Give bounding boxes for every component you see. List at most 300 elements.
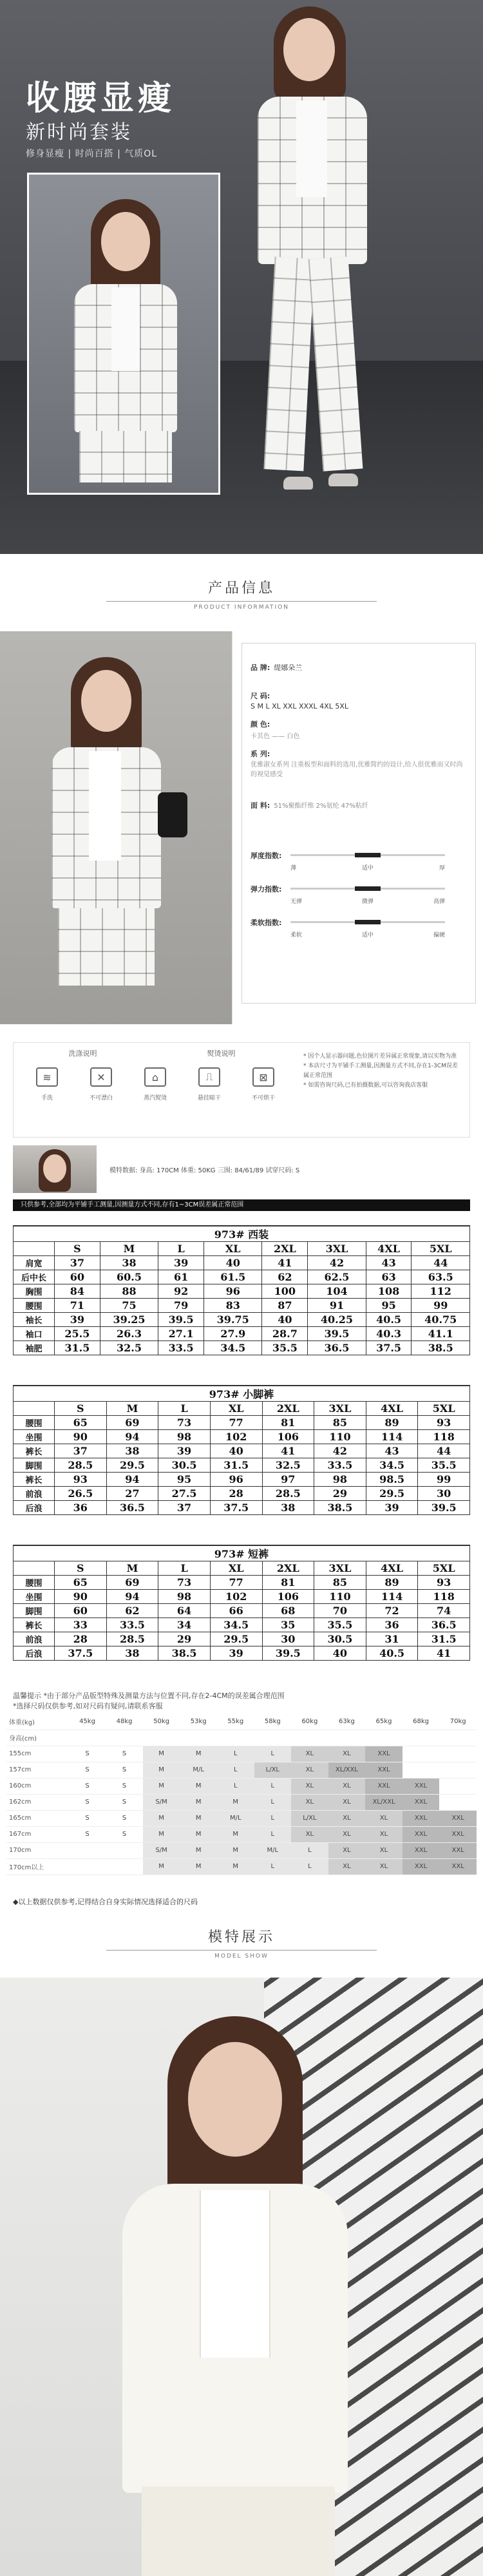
measurement-label: 肩宽	[14, 1256, 55, 1270]
size-suggestion-cell: M	[143, 1810, 180, 1826]
measurement-value: 39.5	[418, 1501, 470, 1515]
measurement-value: 39.5	[308, 1327, 366, 1341]
measurement-label: 腰围	[14, 1416, 55, 1430]
size-header-cell: 3XL	[308, 1242, 366, 1256]
table-row	[14, 1444, 470, 1458]
measurement-value: 94	[106, 1590, 158, 1604]
measurement-value: 88	[100, 1284, 158, 1299]
measurement-value: 93	[55, 1473, 107, 1487]
size-suggestion-cell: XL	[328, 1858, 366, 1875]
measurement-value: 27.1	[158, 1327, 204, 1341]
measurement-value: 71	[55, 1299, 100, 1313]
measurement-value: 110	[314, 1430, 366, 1444]
size-suggestion-cell: XL	[328, 1842, 366, 1858]
measurement-value: 42	[314, 1444, 366, 1458]
size-header-cell: L	[158, 1561, 211, 1576]
size-header-row	[14, 1402, 470, 1416]
softness-label: 柔软指数:	[251, 919, 282, 927]
measurement-value: 62	[106, 1604, 158, 1618]
measurement-value: 39	[366, 1501, 418, 1515]
table-row	[6, 1794, 477, 1810]
measurement-value: 28.7	[262, 1327, 308, 1341]
size-suggestion-cell: XXL	[439, 1842, 477, 1858]
table-row	[6, 1858, 477, 1875]
weight-header-cell: 70kg	[439, 1713, 477, 1730]
measurement-value: 33.5	[158, 1341, 204, 1355]
measurement-value: 25.5	[55, 1327, 100, 1341]
measurement-value: 27	[106, 1487, 158, 1501]
weight-header-cell: 63kg	[328, 1713, 366, 1730]
header-divider	[106, 1950, 377, 1951]
care-item	[28, 1067, 66, 1102]
size-suggestion-cell: L	[254, 1746, 292, 1762]
measurement-value: 29.5	[366, 1487, 418, 1501]
size-suggestion-cell: M	[180, 1746, 217, 1762]
table-row	[14, 1313, 470, 1327]
thickness-scale	[290, 852, 445, 859]
measurement-value: 29.5	[106, 1458, 158, 1473]
table-row	[14, 1284, 470, 1299]
care-headers	[14, 1048, 290, 1058]
measurement-value: 106	[262, 1430, 314, 1444]
size-suggestion-cell: XXL	[402, 1842, 440, 1858]
table-row	[14, 1487, 470, 1501]
size-suggestion-cell	[439, 1746, 477, 1762]
measurement-value: 27.5	[158, 1487, 211, 1501]
size-header-cell: L	[158, 1402, 211, 1416]
size-suggestion-cell: M	[143, 1762, 180, 1778]
size-recommendation-footer: ◆以上数据仅供参考,记得结合自身实际情况选择适合的尺码	[13, 1898, 198, 1906]
measurement-value: 99	[418, 1473, 470, 1487]
measurement-value: 39.75	[204, 1313, 261, 1327]
softness-scale	[290, 919, 445, 926]
measurement-value: 40.5	[366, 1646, 418, 1661]
table-row	[14, 1458, 470, 1473]
measurement-value: 36.5	[106, 1501, 158, 1515]
measurement-value: 85	[314, 1576, 366, 1590]
measurement-value: 79	[158, 1299, 204, 1313]
measurement-value: 72	[366, 1604, 418, 1618]
table-row	[14, 1501, 470, 1515]
table-row	[14, 1604, 470, 1618]
measurement-label: 前浪	[14, 1487, 55, 1501]
measurement-value: 64	[158, 1604, 211, 1618]
table-row	[6, 1778, 477, 1794]
weight-header-cell: 68kg	[402, 1713, 440, 1730]
weight-header-label: 体重(kg)	[6, 1713, 69, 1730]
measurement-value: 95	[158, 1473, 211, 1487]
measurement-label: 坐围	[14, 1430, 55, 1444]
measurement-value: 35.5	[262, 1341, 308, 1355]
measurement-value: 39.5	[262, 1646, 314, 1661]
size-suggestion-cell: M	[180, 1810, 217, 1826]
weight-header-cell: 60kg	[291, 1713, 328, 1730]
size-suggestion-cell: XL	[365, 1826, 402, 1842]
measurement-value: 35	[262, 1618, 314, 1632]
size-header-cell: XL	[204, 1242, 261, 1256]
size-suggestion-cell: S	[106, 1778, 143, 1794]
measurement-label: 袖肥	[14, 1341, 55, 1355]
size-suggestion-cell: M/L	[217, 1810, 254, 1826]
table-row	[14, 1430, 470, 1444]
measurement-value: 34.5	[210, 1618, 262, 1632]
measurement-value: 31.5	[55, 1341, 100, 1355]
softness-options: 柔软 适中 偏硬	[290, 932, 445, 939]
weight-header-cell: 55kg	[217, 1713, 254, 1730]
size-suggestion-cell: S	[69, 1826, 106, 1842]
care-label: 不可烘干	[251, 1095, 275, 1102]
measurement-value: 42	[308, 1256, 366, 1270]
size-header-cell: 3XL	[314, 1561, 366, 1576]
size-header-row	[14, 1561, 470, 1576]
measurement-value: 41.1	[412, 1327, 470, 1341]
size-header-cell: S	[55, 1242, 100, 1256]
height-label: 165cm	[6, 1810, 69, 1826]
measurement-value: 69	[106, 1416, 158, 1430]
size-header-cell: 4XL	[366, 1561, 418, 1576]
measurement-value: 40	[314, 1646, 366, 1661]
weight-header-cell: 65kg	[365, 1713, 402, 1730]
height-label: 157cm	[6, 1762, 69, 1778]
measurement-value: 96	[210, 1473, 262, 1487]
measurement-value: 44	[418, 1444, 470, 1458]
size-suggestion-cell: XL	[328, 1826, 366, 1842]
no-tumble-icon: ⊠	[252, 1067, 274, 1087]
hero-subtitle: 新时尚套装	[26, 121, 132, 144]
measurement-value: 28.5	[262, 1487, 314, 1501]
measurement-value: 114	[366, 1430, 418, 1444]
size-table-title-row	[14, 1545, 470, 1561]
size-table-blazer	[13, 1225, 470, 1355]
size-suggestion-cell: M	[217, 1858, 254, 1875]
size-header-cell: 4XL	[366, 1242, 412, 1256]
size-suggestion-cell: L	[291, 1858, 328, 1875]
care-item	[190, 1067, 229, 1102]
size-suggestion-cell: L	[291, 1842, 328, 1858]
size-suggestion-cell: M	[143, 1746, 180, 1762]
size-suggestion-cell: XL	[291, 1826, 328, 1842]
size-suggestion-cell: XXL	[402, 1810, 440, 1826]
measurement-value: 39	[158, 1256, 204, 1270]
size-header-cell: 2XL	[262, 1242, 308, 1256]
measurement-value: 94	[106, 1473, 158, 1487]
size-suggestion-cell: S	[69, 1778, 106, 1794]
size-suggestion-cell: XXL	[439, 1810, 477, 1826]
stretch-options: 无弹 微弹 高弹	[290, 899, 445, 905]
size-header-cell: M	[106, 1561, 158, 1576]
measurement-value: 61.5	[204, 1270, 261, 1284]
measurement-value: 32.5	[262, 1458, 314, 1473]
size-table-title: 973# 短裤	[14, 1545, 470, 1561]
size-suggestion-cell: XXL	[365, 1778, 402, 1794]
measurement-value: 31.5	[418, 1632, 470, 1646]
size-suggestion-cell: XL	[291, 1762, 328, 1778]
measurement-value: 34.5	[204, 1341, 261, 1355]
measurement-value: 70	[314, 1604, 366, 1618]
care-item	[244, 1067, 283, 1102]
measurement-value: 84	[55, 1284, 100, 1299]
size-suggestion-cell: M	[180, 1842, 217, 1858]
size-suggestion-cell	[402, 1762, 440, 1778]
measurement-value: 89	[366, 1576, 418, 1590]
size-suggestion-cell: L	[254, 1826, 292, 1842]
size-suggestion-cell: S	[69, 1762, 106, 1778]
size-header-cell: M	[106, 1402, 158, 1416]
stretch-label: 弹力指数:	[251, 885, 282, 893]
brand-row: 品 牌: 缇娜朵兰	[251, 663, 303, 672]
measurement-value: 30.5	[158, 1458, 211, 1473]
measurement-value: 39.5	[158, 1313, 204, 1327]
measurement-value: 41	[262, 1256, 308, 1270]
measurement-notice: 只供参考,全部均为平铺手工测量,因测量方式不同,存有1~3CM误差属正常范围	[13, 1199, 470, 1211]
measurement-label: 腰围	[14, 1299, 55, 1313]
model-card	[13, 1145, 470, 1193]
size-table-slim-pants	[13, 1385, 470, 1515]
measurement-value: 39	[158, 1444, 211, 1458]
series-label-row: 系 列:	[251, 750, 270, 758]
thickness-options: 薄 适中 厚	[290, 865, 445, 872]
series-desc: 优雅淑女系列 注重板型和面料的选用,优雅简约的设计,给人很优雅而又时尚的视觉感受	[251, 761, 463, 778]
measurement-value: 38.5	[158, 1646, 211, 1661]
size-suggestion-cell: L	[217, 1762, 254, 1778]
measurement-value: 40.75	[412, 1313, 470, 1327]
size-suggestion-cell: M	[217, 1794, 254, 1810]
hero-banner	[0, 0, 483, 554]
measurement-value: 99	[412, 1299, 470, 1313]
measurement-value: 73	[158, 1576, 211, 1590]
measurement-value: 40	[204, 1256, 261, 1270]
measurement-value: 94	[106, 1430, 158, 1444]
care-notes: * 因个人显示器问题,色位图片差异属正常现象,请以实物为准 * 本店尺寸为平铺手工测量,因测量方式不同,存在1-3CM误差属正常范围 * 如需咨询尺码,已有拍摄数据,可以咨询我店客服	[303, 1053, 458, 1089]
table-row	[14, 1590, 470, 1604]
size-suggestion-cell: M	[180, 1778, 217, 1794]
measurement-value: 35.5	[314, 1618, 366, 1632]
measurement-value: 90	[55, 1430, 107, 1444]
measurement-value: 60.5	[100, 1270, 158, 1284]
measurement-label: 后浪	[14, 1501, 55, 1515]
table-row	[14, 1473, 470, 1487]
measurement-value: 75	[100, 1299, 158, 1313]
size-suggestion-cell: S	[69, 1794, 106, 1810]
measurement-value: 26.3	[100, 1327, 158, 1341]
measurement-value: 33.5	[106, 1618, 158, 1632]
size-label-row: 尺 码:	[251, 692, 270, 700]
height-label: 167cm	[6, 1826, 69, 1842]
size-header-cell: 2XL	[262, 1561, 314, 1576]
measurement-value: 41	[262, 1444, 314, 1458]
care-icon-row	[20, 1067, 290, 1102]
measurement-label: 前浪	[14, 1632, 55, 1646]
table-row	[14, 1632, 470, 1646]
measurement-value: 32.5	[100, 1341, 158, 1355]
hero-tags: 修身显瘦 | 时尚百搭 | 气质OL	[26, 149, 158, 159]
measurement-value: 37	[158, 1501, 211, 1515]
height-label: 160cm	[6, 1778, 69, 1794]
size-suggestion-cell: XXL	[439, 1826, 477, 1842]
measurement-label: 腰围	[14, 1576, 55, 1590]
size-suggestion-cell: M	[143, 1778, 180, 1794]
measurement-value: 37.5	[366, 1341, 412, 1355]
size-values-row: S M L XL XXL XXXL 4XL 5XL	[251, 702, 349, 711]
measurement-value: 62.5	[308, 1270, 366, 1284]
size-header-cell: 5XL	[418, 1561, 470, 1576]
measurement-value: 36	[55, 1501, 107, 1515]
measurement-value: 39	[55, 1313, 100, 1327]
size-header-cell: M	[100, 1242, 158, 1256]
size-suggestion-cell: L	[217, 1778, 254, 1794]
height-label: 170cm	[6, 1842, 69, 1858]
measurement-value: 40	[262, 1313, 308, 1327]
measurement-value: 37	[55, 1444, 107, 1458]
product-info-title-en: PRODUCT INFORMATION	[193, 604, 290, 611]
measurement-value: 118	[418, 1590, 470, 1604]
measurement-value: 40.25	[308, 1313, 366, 1327]
measurement-value: 29	[158, 1632, 211, 1646]
measurement-value: 98	[314, 1473, 366, 1487]
size-header-corner	[14, 1561, 55, 1576]
measurement-value: 74	[418, 1604, 470, 1618]
measurement-value: 98	[158, 1590, 211, 1604]
table-row	[6, 1762, 477, 1778]
measurement-value: 37	[55, 1256, 100, 1270]
measurement-value: 31	[366, 1632, 418, 1646]
measurement-value: 73	[158, 1416, 211, 1430]
measurement-value: 65	[55, 1416, 107, 1430]
size-suggestion-cell: L/XL	[291, 1810, 328, 1826]
hand-wash-icon: ≋	[36, 1067, 58, 1087]
size-suggestion-cell: XL	[291, 1746, 328, 1762]
height-label: 170cm以上	[6, 1858, 69, 1875]
size-table-title: 973# 西装	[14, 1226, 470, 1242]
size-suggestion-cell: XL	[365, 1810, 402, 1826]
size-suggestion-cell: S	[106, 1746, 143, 1762]
care-label: 悬挂晾干	[197, 1095, 221, 1102]
size-suggestion-cell: M	[180, 1794, 217, 1810]
size-suggestion-cell	[402, 1746, 440, 1762]
measurement-value: 33.5	[314, 1458, 366, 1473]
size-table-title-row	[14, 1226, 470, 1242]
measurement-value: 77	[210, 1416, 262, 1430]
size-recommendation-note: 温馨提示 *由于部分产品版型特殊及测量方法与位置不同,存在2-4CM的误差属合理范围 *选择尺码仅供参考,如对尺码有疑问,请联系客服	[13, 1692, 285, 1710]
size-header-cell: 2XL	[262, 1402, 314, 1416]
measurement-value: 39	[210, 1646, 262, 1661]
size-suggestion-cell: M/L	[180, 1762, 217, 1778]
care-label: 蒸汽熨烫	[143, 1095, 167, 1102]
measurement-value: 106	[262, 1590, 314, 1604]
table-row	[14, 1618, 470, 1632]
thickness-label: 厚度指数:	[251, 852, 282, 860]
size-suggestion-cell: S	[106, 1826, 143, 1842]
measurement-value: 60	[55, 1604, 107, 1618]
measurement-value: 43	[366, 1444, 418, 1458]
size-header-corner	[14, 1242, 55, 1256]
measurement-value: 61	[158, 1270, 204, 1284]
size-suggestion-cell: M	[217, 1842, 254, 1858]
model-show-title: 模特展示	[207, 1929, 275, 1945]
size-suggestion-cell: L	[254, 1858, 292, 1875]
size-suggestion-cell	[69, 1842, 106, 1858]
model-show-header	[0, 1926, 483, 1960]
size-table-shorts	[13, 1545, 470, 1661]
measurement-value: 85	[314, 1416, 366, 1430]
measurement-value: 38	[262, 1501, 314, 1515]
size-suggestion-cell: S/M	[143, 1794, 180, 1810]
measurement-value: 90	[55, 1590, 107, 1604]
table-row	[14, 1270, 470, 1284]
size-suggestion-cell: L	[254, 1778, 292, 1794]
measurement-value: 34.5	[366, 1458, 418, 1473]
size-table-title-row	[14, 1386, 470, 1402]
size-recommendation-table	[6, 1713, 477, 1875]
table-row	[14, 1576, 470, 1590]
material-row: 面 料: 51%聚酯纤维 2%氨纶 47%粘纤	[251, 801, 368, 810]
measurement-value: 28	[55, 1632, 107, 1646]
table-row	[6, 1746, 477, 1762]
measurement-value: 27.9	[204, 1327, 261, 1341]
measurement-value: 38.5	[314, 1501, 366, 1515]
table-row	[6, 1842, 477, 1858]
measurement-value: 98.5	[366, 1473, 418, 1487]
measurement-value: 87	[262, 1299, 308, 1313]
size-header-cell: L	[158, 1242, 204, 1256]
measurement-value: 108	[366, 1284, 412, 1299]
measurement-label: 脚围	[14, 1604, 55, 1618]
iron-header: 熨烫说明	[207, 1049, 236, 1058]
measurement-value: 118	[418, 1430, 470, 1444]
size-suggestion-cell: XL	[365, 1842, 402, 1858]
size-suggestion-cell: XXL	[365, 1746, 402, 1762]
product-info-photo	[0, 631, 232, 1024]
measurement-value: 37.5	[210, 1501, 262, 1515]
weight-header-cell: 53kg	[180, 1713, 217, 1730]
weight-header-cell: 48kg	[106, 1713, 143, 1730]
measurement-value: 66	[210, 1604, 262, 1618]
size-suggestion-cell: XXL	[402, 1794, 440, 1810]
size-suggestion-cell: S	[69, 1746, 106, 1762]
measurement-value: 26.5	[55, 1487, 107, 1501]
care-item	[136, 1067, 175, 1102]
size-suggestion-cell: S	[106, 1762, 143, 1778]
size-header-corner	[14, 1402, 55, 1416]
measurement-value: 33	[55, 1618, 107, 1632]
care-instructions	[13, 1042, 470, 1138]
size-suggestion-cell: XL/XXL	[328, 1762, 366, 1778]
table-row	[6, 1810, 477, 1826]
measurement-value: 63.5	[412, 1270, 470, 1284]
product-info-header	[0, 577, 483, 611]
size-suggestion-cell	[106, 1842, 143, 1858]
measurement-value: 40.5	[366, 1313, 412, 1327]
size-suggestion-cell	[439, 1794, 477, 1810]
size-header-cell: XL	[210, 1402, 262, 1416]
measurement-value: 102	[210, 1430, 262, 1444]
size-header-cell: 5XL	[412, 1242, 470, 1256]
color-values-row: 卡其色 —— 白色	[251, 733, 300, 740]
care-label: 手洗	[41, 1095, 53, 1102]
measurement-value: 93	[418, 1416, 470, 1430]
measurement-value: 36	[366, 1618, 418, 1632]
measurement-value: 63	[366, 1270, 412, 1284]
measurement-value: 30.5	[314, 1632, 366, 1646]
size-suggestion-cell: XL	[328, 1778, 366, 1794]
measurement-value: 43	[366, 1256, 412, 1270]
size-header-cell: 3XL	[314, 1402, 366, 1416]
wash-header: 洗涤说明	[68, 1049, 97, 1058]
measurement-label: 裤长	[14, 1473, 55, 1487]
measurement-value: 36.5	[308, 1341, 366, 1355]
measurement-value: 40.3	[366, 1327, 412, 1341]
measurement-label: 裤长	[14, 1444, 55, 1458]
